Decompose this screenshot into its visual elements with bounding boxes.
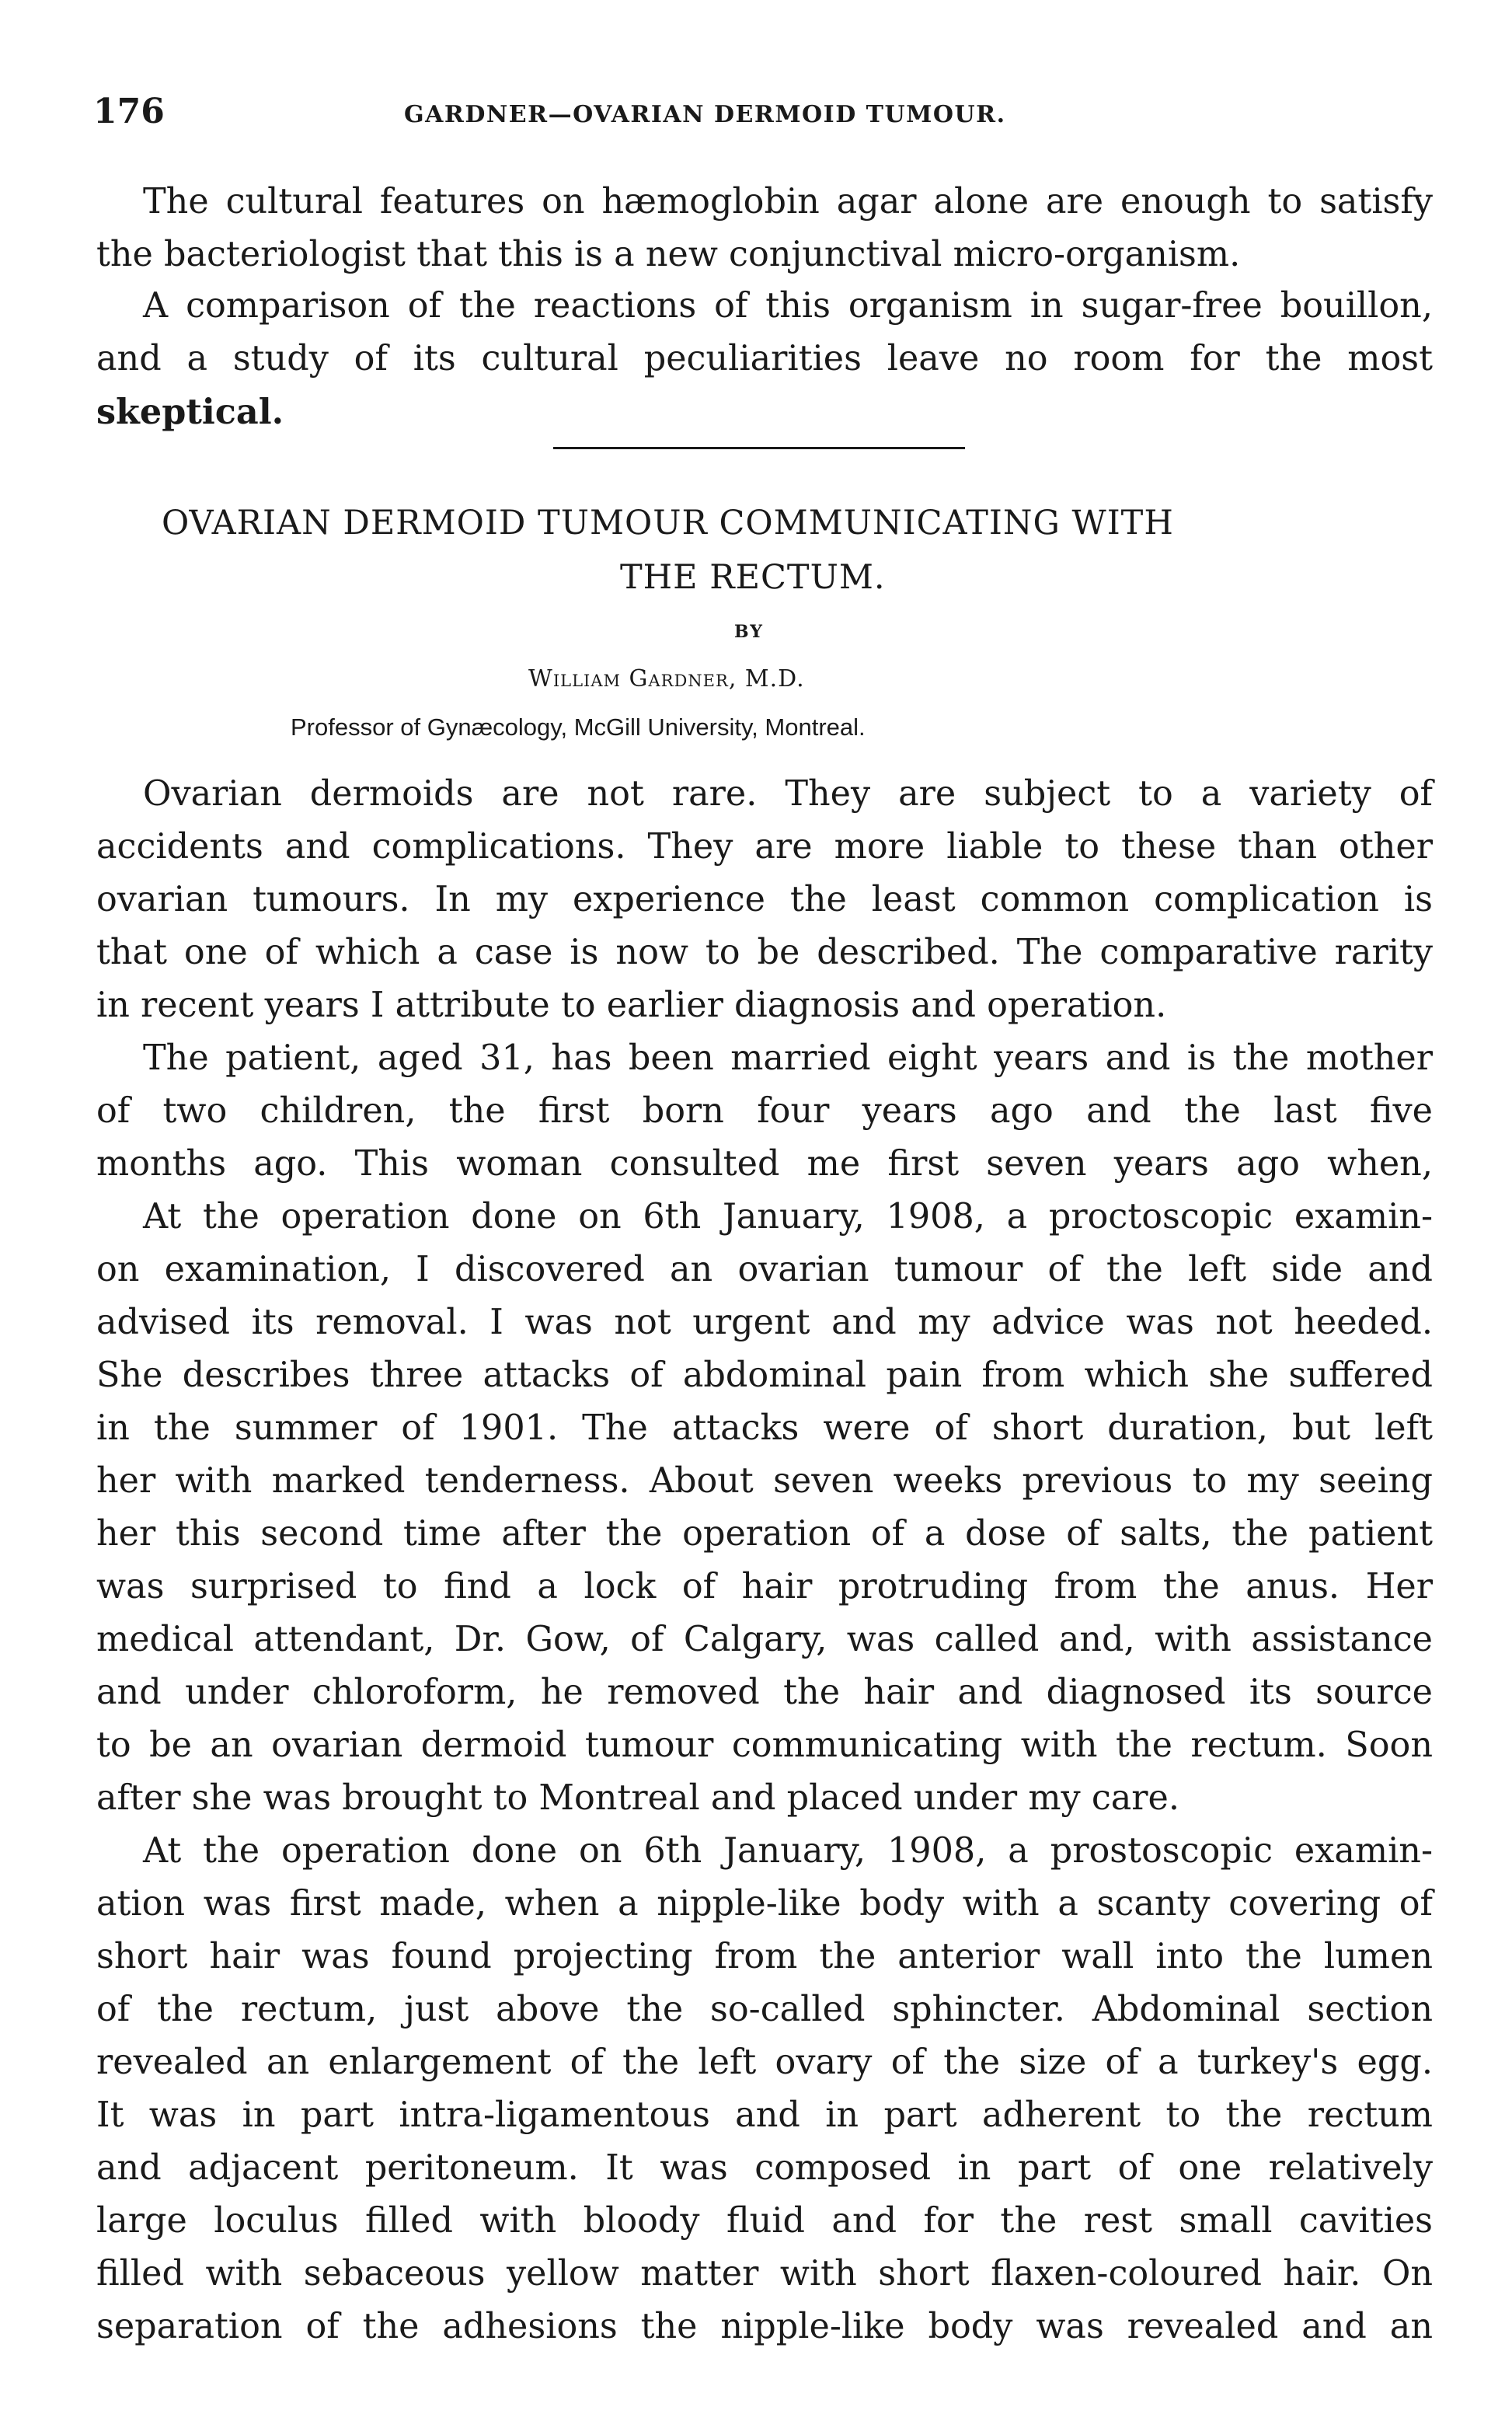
text-line: on examination, I discovered an ovarian tumour of the left side and (96, 1250, 1433, 1289)
section-divider (553, 447, 965, 449)
text-line: medical attendant, Dr. Gow, of Calgary, was called and, with assistance (96, 1620, 1433, 1659)
text-line: At the operation done on 6th January, 1908, a proctoscopic examin- (143, 1197, 1433, 1237)
page-header (93, 92, 1430, 138)
text-line: ation was first made, when a nipple-like body with a scanty covering of (96, 1884, 1433, 1924)
text-line: The cultural features on hæmoglobin agar alone are enough to satisfy (143, 182, 1433, 222)
text-line: and under chloroform, he removed the hair and diagnosed its source (96, 1673, 1433, 1712)
text-line: skeptical. (96, 392, 284, 432)
text-line: large loculus filled with bloody fluid and for the rest small cavities (96, 2201, 1433, 2241)
text-line: She describes three attacks of abdominal pain from which she suffered (96, 1355, 1433, 1395)
text-line: the bacteriologist that this is a new conjunctival micro-organism. (96, 235, 1241, 274)
article-title-continued: THE RECTUM. (620, 558, 886, 597)
text-line: Ovarian dermoids are not rare. They are subject to a variety of (143, 774, 1433, 814)
text-line: in the summer of 1901. The attacks were of short duration, but left (96, 1408, 1433, 1448)
author-name: William Gardner, M.D. (528, 665, 805, 692)
text-line: filled with sebaceous yellow matter with short flaxen-coloured hair. On (96, 2254, 1433, 2294)
text-line: It was in part intra-ligamentous and in part adherent to the rectum (96, 2095, 1433, 2135)
text-line: revealed an enlargement of the left ovary of the size of a turkey's egg. (96, 2043, 1433, 2082)
text-line: to be an ovarian dermoid tumour communicating with the rectum. Soon (96, 1725, 1433, 1765)
text-line: accidents and complications. They are more liable to these than other (96, 827, 1433, 867)
text-line: in recent years I attribute to earlier diagnosis and operation. (96, 985, 1167, 1025)
running-head: GARDNER—OVARIAN DERMOID TUMOUR. (404, 101, 1006, 128)
text-line: her with marked tenderness. About seven weeks previous to my seeing (96, 1461, 1433, 1501)
article-title: OVARIAN DERMOID TUMOUR COMMUNICATING WITH (162, 504, 1174, 542)
text-line: of the rectum, just above the so-called sphincter. Abdominal section (96, 1990, 1433, 2029)
text-line: At the operation done on 6th January, 1908, a prostoscopic examin- (143, 1831, 1433, 1871)
text-line: short hair was found projecting from the anterior wall into the lumen (96, 1937, 1433, 1976)
text-line: and a study of its cultural peculiarities leave no room for the most (96, 339, 1433, 378)
text-line: after she was brought to Montreal and placed under my care. (96, 1778, 1180, 1818)
text-line: advised its removal. I was not urgent and my advice was not heeded. (96, 1303, 1433, 1342)
author-affiliation: Professor of Gynæcology, McGill University, Montreal. (291, 713, 866, 741)
text-line: ovarian tumours. In my experience the least common complication is (96, 880, 1433, 919)
text-line: that one of which a case is now to be described. The comparative rarity (96, 933, 1433, 972)
text-line: of two children, the first born four years ago and the last five (96, 1091, 1433, 1131)
text-line: The patient, aged 31, has been married eight years and is the mother (143, 1038, 1433, 1078)
text-line: separation of the adhesions the nipple-like body was revealed and an (96, 2307, 1433, 2346)
text-line: was surprised to find a lock of hair protruding from the anus. Her (96, 1567, 1433, 1606)
text-line: A comparison of the reactions of this organism in sugar-free bouillon, (143, 286, 1433, 326)
byline-label: BY (734, 622, 764, 642)
text-line: months ago. This woman consulted me first seven years ago when, (96, 1144, 1433, 1184)
text-line: and adjacent peritoneum. It was composed in part of one relatively (96, 2148, 1433, 2188)
page-number: 176 (93, 92, 165, 131)
text-line: her this second time after the operation of a dose of salts, the patient (96, 1514, 1433, 1554)
